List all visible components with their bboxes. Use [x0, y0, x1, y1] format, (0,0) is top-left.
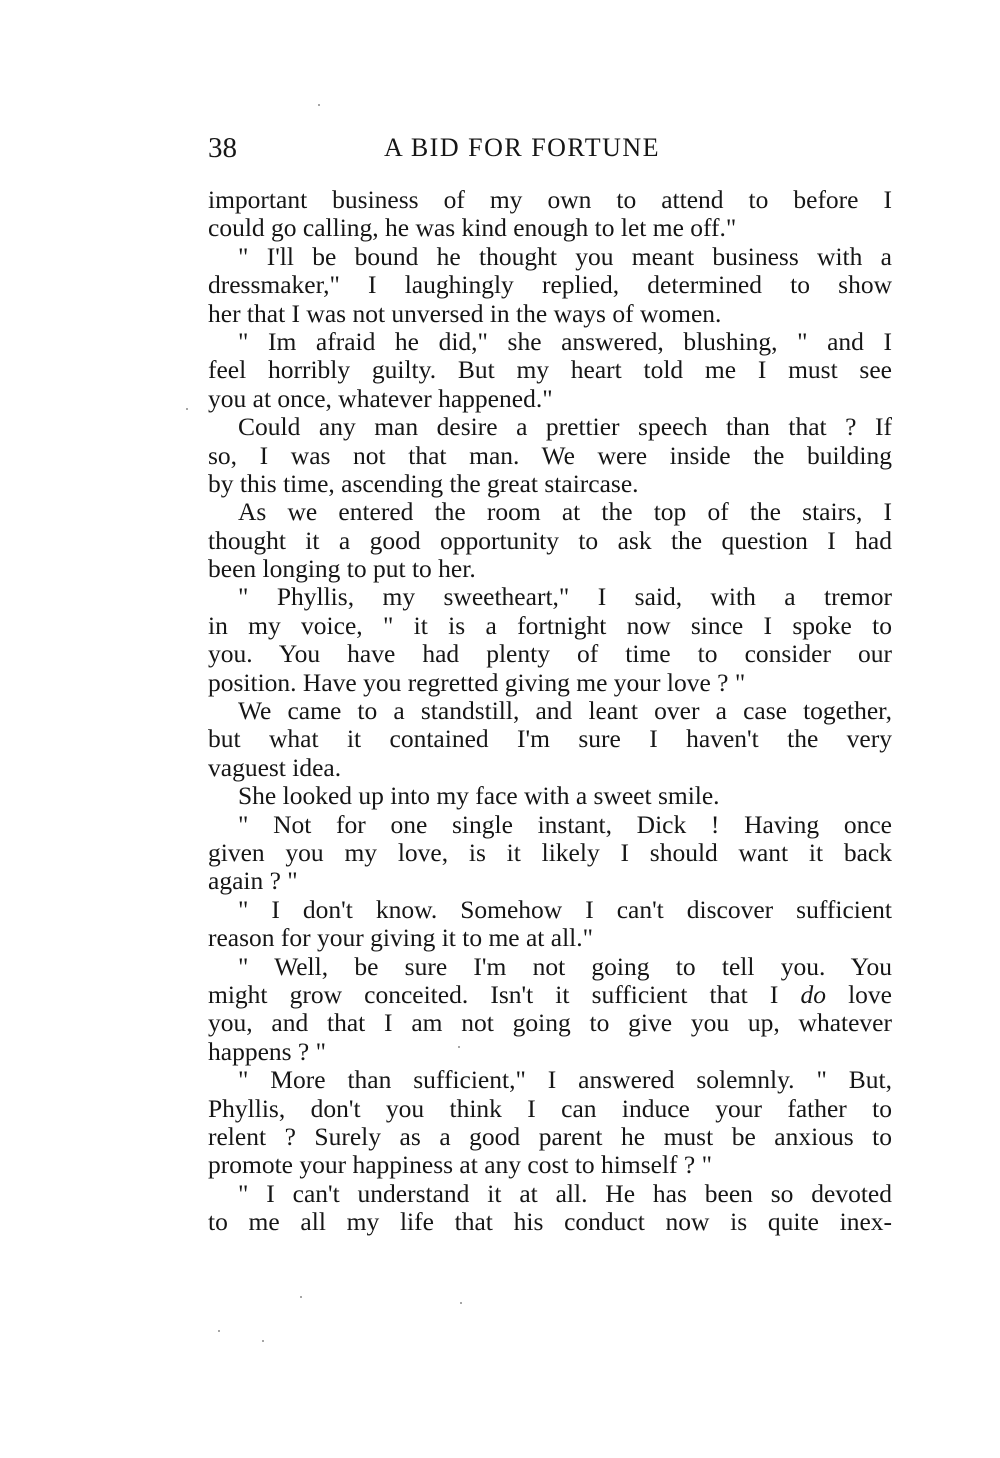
running-head	[208, 130, 892, 170]
text-line: but what it contained I'm sure I haven't the very	[208, 725, 892, 754]
text-line: " Phyllis, my sweetheart," I said, with a tremor	[238, 583, 892, 612]
page-number: 38	[208, 132, 237, 164]
text-line: you, and that I am not going to give you up, whatever	[208, 1009, 892, 1038]
text-line: promote your happiness at any cost to himself ? "	[208, 1151, 713, 1180]
text-line: As we entered the room at the top of the stairs, I	[238, 498, 892, 527]
text-line: you at once, whatever happened."	[208, 384, 553, 413]
text-line: been longing to put to her.	[208, 555, 476, 584]
paper-speck	[318, 104, 320, 106]
text-line: We came to a standstill, and leant over a case together,	[238, 697, 892, 726]
text-line: position. Have you regretted giving me your love ? "	[208, 668, 746, 697]
text-line	[208, 981, 892, 1009]
text-line: feel horribly guilty. But my heart told me I must see	[208, 356, 892, 385]
text-line-segment: might grow conceited. Isn't it sufficient that I	[208, 980, 801, 1009]
text-line: dressmaker," I laughingly replied, determined to show	[208, 271, 892, 300]
text-line: given you my love, is it likely I should want it back	[208, 838, 892, 867]
text-line: by this time, ascending the great staircase.	[208, 469, 639, 498]
paper-speck	[262, 1340, 264, 1342]
text-line: again ? "	[208, 867, 298, 896]
text-line: Could any man desire a prettier speech than that ? If	[238, 413, 892, 442]
text-line: " Not for one single instant, Dick ! Having once	[238, 810, 892, 839]
text-line: in my voice, " it is a fortnight now since I spoke to	[208, 611, 892, 640]
paper-speck	[300, 1296, 302, 1298]
text-line: could go calling, he was kind enough to let me off."	[208, 214, 737, 243]
paper-speck	[460, 1302, 462, 1304]
text-line: vaguest idea.	[208, 753, 342, 782]
text-line: " I'll be bound he thought you meant business with a	[238, 242, 892, 271]
text-line: you. You have had plenty of time to consider our	[208, 640, 892, 669]
text-line: to me all my life that his conduct now is quite inex-	[208, 1208, 892, 1237]
emphasized-word: do	[800, 980, 826, 1009]
body-text	[208, 186, 892, 1236]
text-line: " More than sufficient," I answered solemnly. " But,	[238, 1066, 892, 1095]
text-line: reason for your giving it to me at all."	[208, 924, 594, 953]
text-line: Phyllis, don't you think I can induce your father to	[208, 1094, 892, 1123]
paper-speck	[186, 408, 188, 410]
running-title: A BID FOR FORTUNE	[384, 133, 661, 162]
text-line: thought it a good opportunity to ask the question I had	[208, 526, 892, 555]
text-line: " I can't understand it at all. He has been so devoted	[238, 1179, 892, 1208]
text-line: happens ? "	[208, 1037, 327, 1066]
text-line: important business of my own to attend to before I	[208, 186, 892, 214]
text-line: relent ? Surely as a good parent he must be anxious to	[208, 1122, 892, 1151]
paper-speck	[458, 1046, 460, 1048]
text-line: " Im afraid he did," she answered, blushing, " and I	[238, 327, 892, 356]
text-line: her that I was not unversed in the ways of women.	[208, 299, 722, 328]
text-line-segment: love	[825, 980, 892, 1009]
text-line: " Well, be sure I'm not going to tell you. You	[238, 952, 892, 981]
text-line: She looked up into my face with a sweet smile.	[238, 782, 720, 811]
paper-speck	[218, 1330, 220, 1332]
text-line: " I don't know. Somehow I can't discover sufficient	[238, 895, 892, 924]
text-line: so, I was not that man. We were inside the building	[208, 441, 892, 470]
